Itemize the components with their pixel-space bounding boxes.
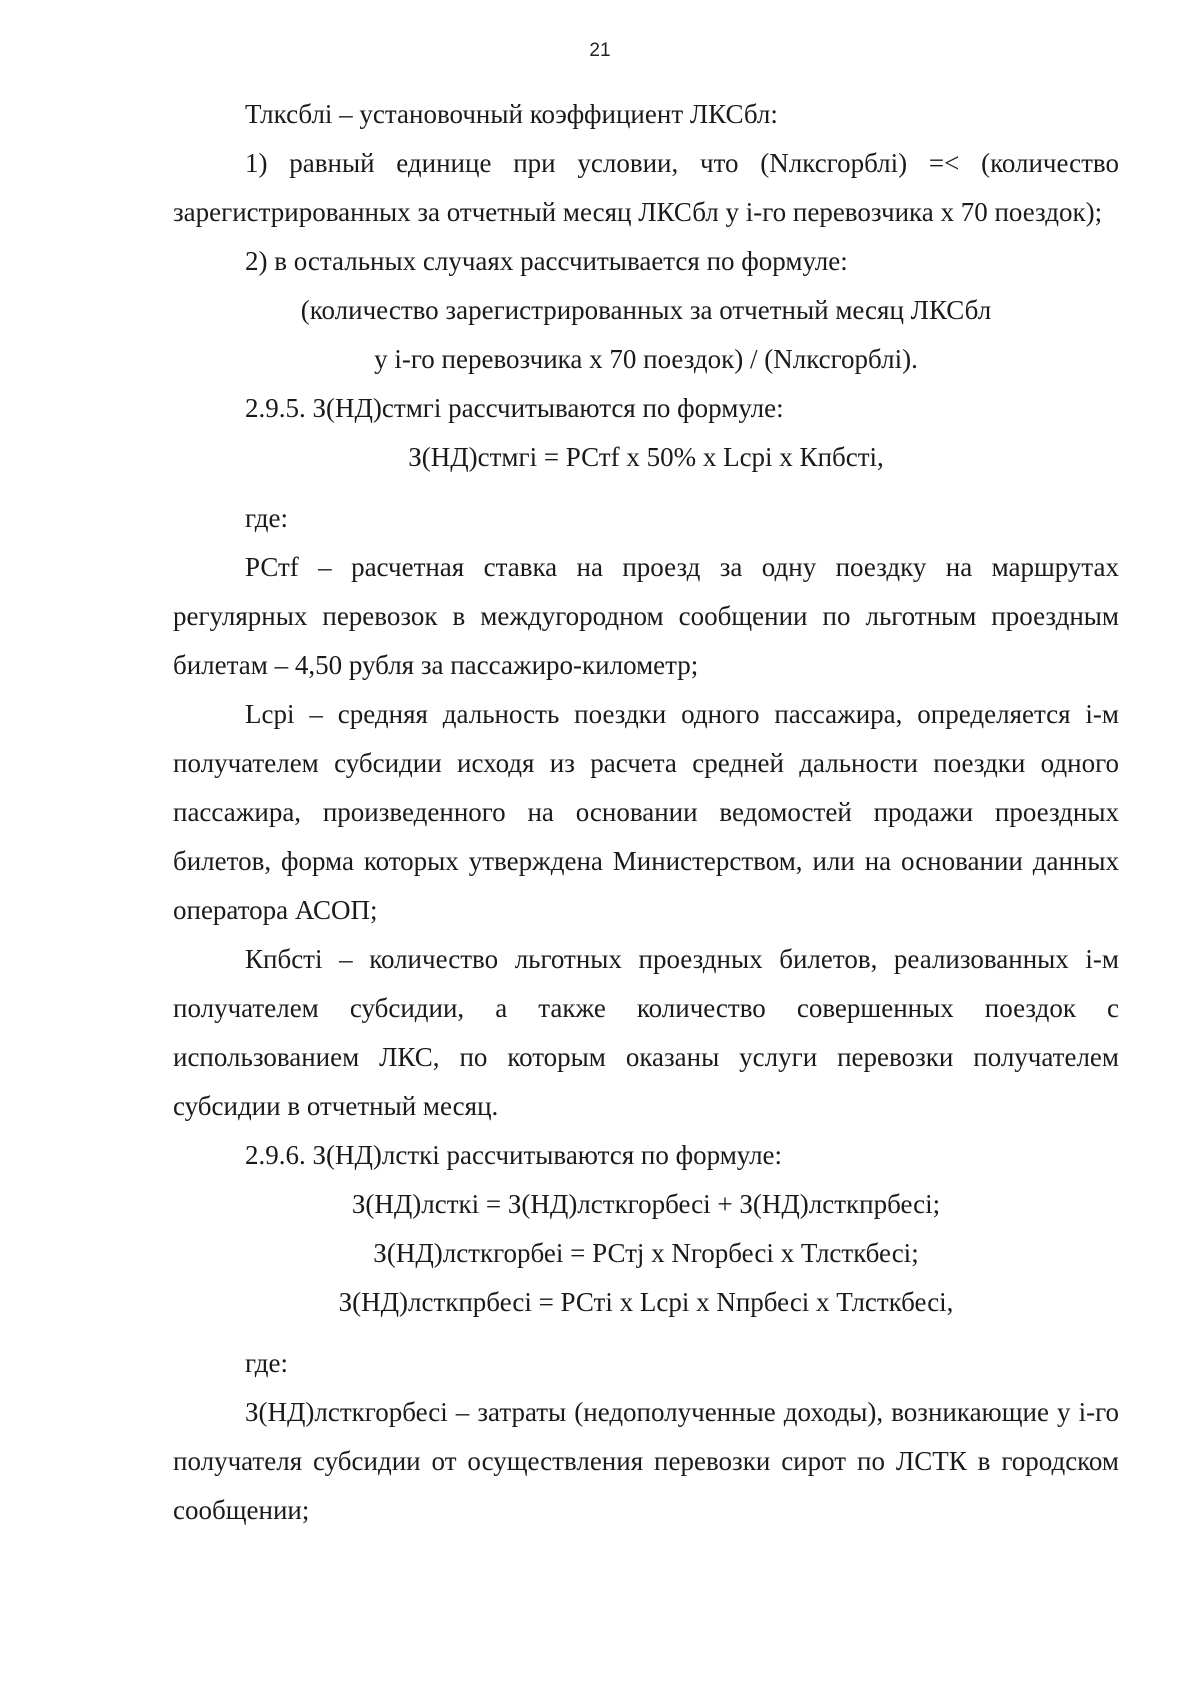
paragraph-rstf-definition: РСтf – расчетная ставка на проезд за одну поездку на маршрутах регулярных перевозок в междугородном сообщении по льготным проездным билетам – 4,50 рубля за пассажиро-километр; — [173, 552, 1119, 680]
page-number: 21 — [589, 40, 611, 61]
paragraph-lstkgorbesi-definition: З(НД)лсткгорбесі – затраты (недополученные доходы), возникающие у і-го получателя субсидии от осуществления перевозки сирот по ЛСТК в городском сообщении; — [173, 1397, 1119, 1525]
formula-stmgi: З(НД)стмгі = РСтf х 50% х Lсpі х Кпбсті, — [408, 442, 884, 472]
paragraph-tlksbli-definition: Тлксблі – установочный коэффициент ЛКСбл: — [245, 99, 778, 129]
formula-line-2: у і-го перевозчика х 70 поездок) / (Nлксгорблі). — [374, 344, 918, 374]
paragraph-condition-2: 2) в остальных случаях рассчитывается по формуле: — [245, 246, 848, 276]
section-2-9-6-heading: 2.9.6. З(НД)лсткі рассчитываются по формуле: — [245, 1140, 783, 1170]
formula-line-1: (количество зарегистрированных за отчетный месяц ЛКСбл — [300, 295, 992, 325]
where-label: где: — [245, 1348, 288, 1378]
where-label: где: — [245, 503, 288, 533]
formula-lstkgorbei: З(НД)лсткгорбеі = РСтj х Nгорбесі х Тлсткбесі; — [373, 1238, 919, 1268]
section-2-9-5-heading: 2.9.5. З(НД)стмгі рассчитываются по формуле: — [245, 393, 784, 423]
paragraph-kpbsti-definition: Кпбсті – количество льготных проездных билетов, реализованных і-м получателем субсидии, а также количество совершенных поездок с использованием ЛКС, по которым оказаны услуги перевозки получателем субсидии в отчетный месяц. — [173, 944, 1119, 1121]
formula-lstkprbesi: З(НД)лсткпрбесі = РСті х Lсрі х Nпрбесі х Тлсткбесі, — [338, 1287, 954, 1317]
formula-lstki: З(НД)лсткі = З(НД)лсткгорбесі + З(НД)лсткпрбесі; — [351, 1189, 941, 1219]
paragraph-lcri-definition: Lсрі – средняя дальность поездки одного пассажира, определяется і-м получателем субсидии исходя из расчета средней дальности поездки одного пассажира, произведенного на основании ведомостей продажи проездных билетов, форма которых утверждена Министерством, или на основании данных оператора АСОП; — [173, 699, 1119, 925]
document-body — [173, 90, 1119, 1535]
paragraph-condition-1: 1) равный единице при условии, что (Nлксгорблі) =< (количество зарегистрированных за отчетный месяц ЛКСбл у і-го перевозчика х 70 поездок); — [173, 148, 1119, 227]
